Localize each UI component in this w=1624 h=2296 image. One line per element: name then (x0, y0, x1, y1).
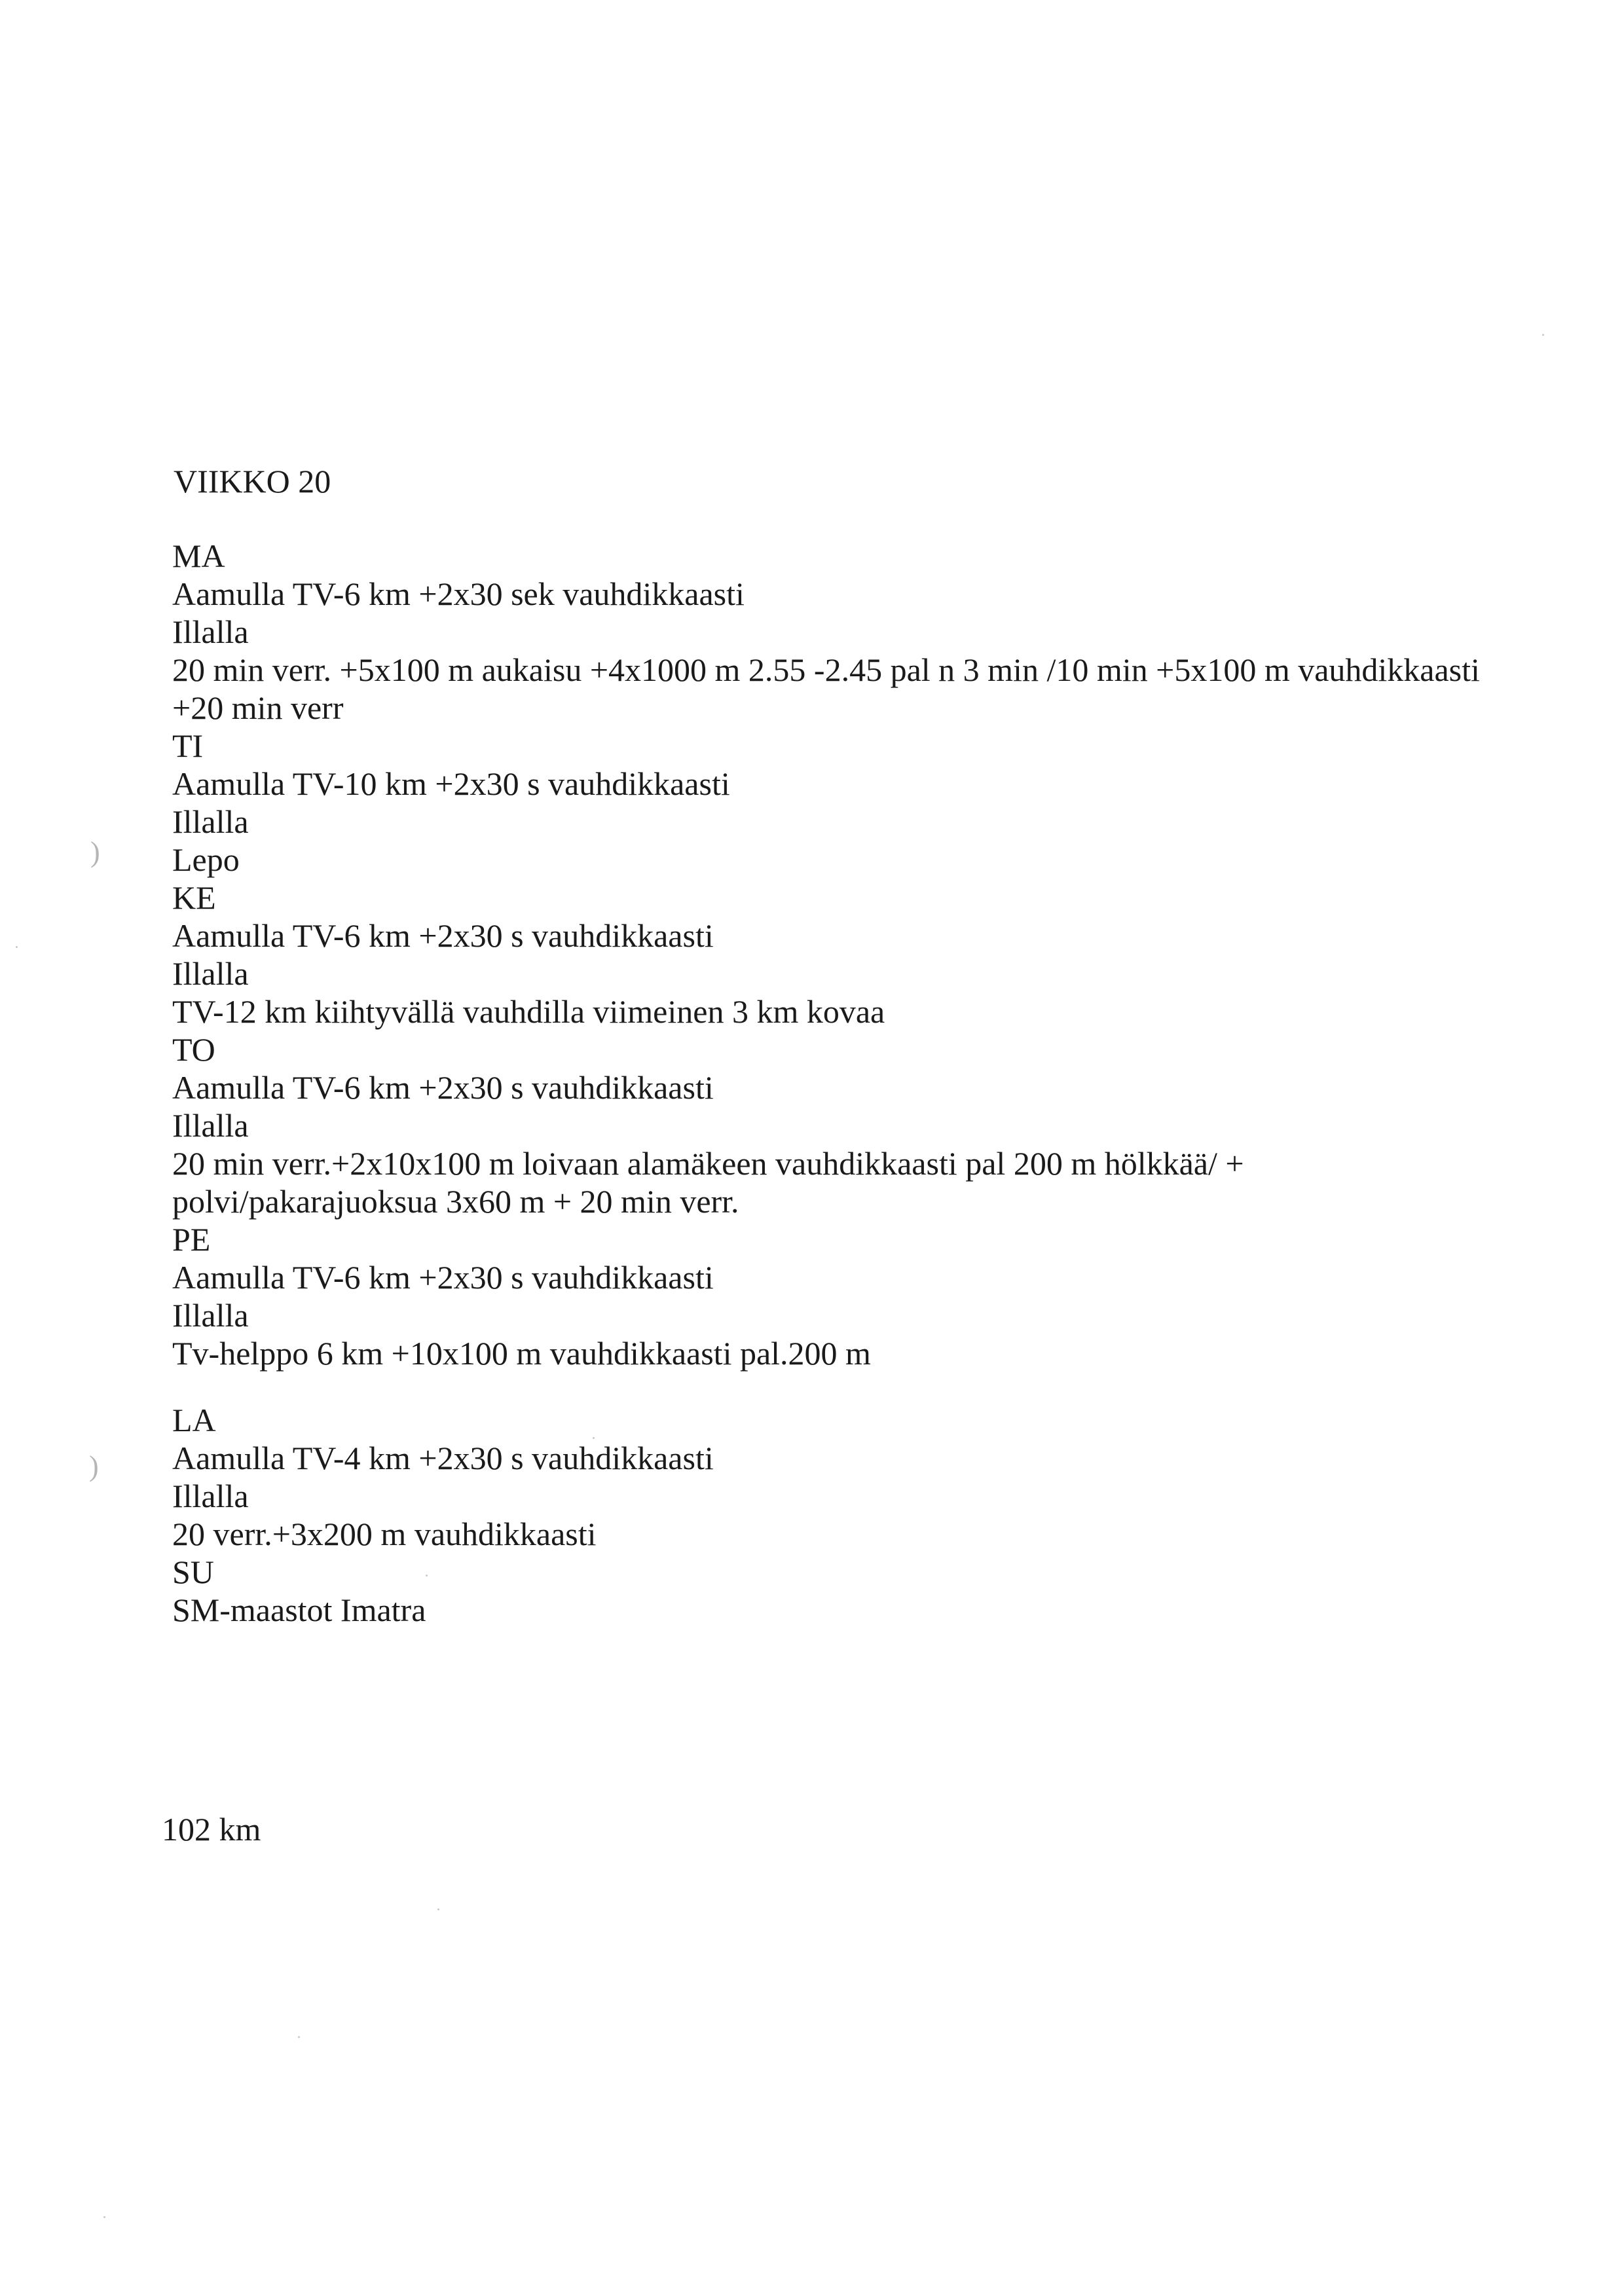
schedule-line: Illalla (172, 1478, 249, 1514)
schedule-line: Illalla (172, 613, 249, 650)
scan-mark: ) (90, 836, 100, 868)
schedule-line: TO (172, 1031, 215, 1068)
weekday-schedule (172, 537, 1547, 1372)
schedule-line: polvi/pakarajuoksua 3x60 m + 20 min verr. (172, 1183, 739, 1220)
schedule-line: Aamulla TV-4 km +2x30 s vauhdikkaasti (172, 1440, 714, 1476)
schedule-line: Illalla (172, 955, 249, 992)
schedule-line: Lepo (172, 841, 240, 878)
schedule-line: 20 min verr. +5x100 m aukaisu +4x1000 m 2.55 -2.45 pal n 3 min /10 min +5x100 m vauhdikkaasti (172, 651, 1480, 688)
schedule-line: Aamulla TV-6 km +2x30 s vauhdikkaasti (172, 917, 714, 954)
schedule-line: PE (172, 1221, 211, 1258)
schedule-line: TV-12 km kiihtyvällä vauhdilla viimeinen 3 km kovaa (172, 993, 885, 1030)
schedule-line: MA (172, 538, 225, 574)
scan-dot (593, 1437, 595, 1439)
schedule-line: 20 verr.+3x200 m vauhdikkaasti (172, 1516, 597, 1552)
schedule-line: +20 min verr (172, 689, 344, 726)
schedule-line: Illalla (172, 1107, 249, 1144)
weekend-schedule (172, 1401, 1547, 1629)
scan-dot (16, 946, 18, 948)
scan-dot (298, 2036, 300, 2038)
scan-dot (426, 1575, 428, 1576)
schedule-line: SM-maastot Imatra (172, 1592, 426, 1628)
scan-dot (103, 2216, 105, 2218)
schedule-line: Illalla (172, 803, 249, 840)
schedule-line: Tv-helppo 6 km +10x100 m vauhdikkaasti pal.200 m (172, 1335, 871, 1372)
schedule-line: Aamulla TV-6 km +2x30 s vauhdikkaasti (172, 1069, 714, 1106)
schedule-line: LA (172, 1402, 216, 1438)
scan-dot (1542, 334, 1544, 336)
schedule-line: Illalla (172, 1297, 249, 1334)
schedule-line: KE (172, 879, 216, 916)
scan-dot (437, 1908, 439, 1910)
schedule-line: Aamulla TV-10 km +2x30 s vauhdikkaasti (172, 765, 730, 802)
schedule-line: SU (172, 1554, 214, 1590)
schedule-line: 20 min verr.+2x10x100 m loivaan alamäkeen vauhdikkaasti pal 200 m hölkkää/ + (172, 1145, 1244, 1182)
schedule-line: Aamulla TV-6 km +2x30 s vauhdikkaasti (172, 1259, 714, 1296)
schedule-line: Aamulla TV-6 km +2x30 sek vauhdikkaasti (172, 575, 745, 612)
schedule-line: TI (172, 727, 204, 764)
weekly-total: 102 km (162, 1811, 261, 1848)
page-title: VIIKKO 20 (174, 463, 331, 500)
scan-mark: ) (89, 1450, 99, 1482)
